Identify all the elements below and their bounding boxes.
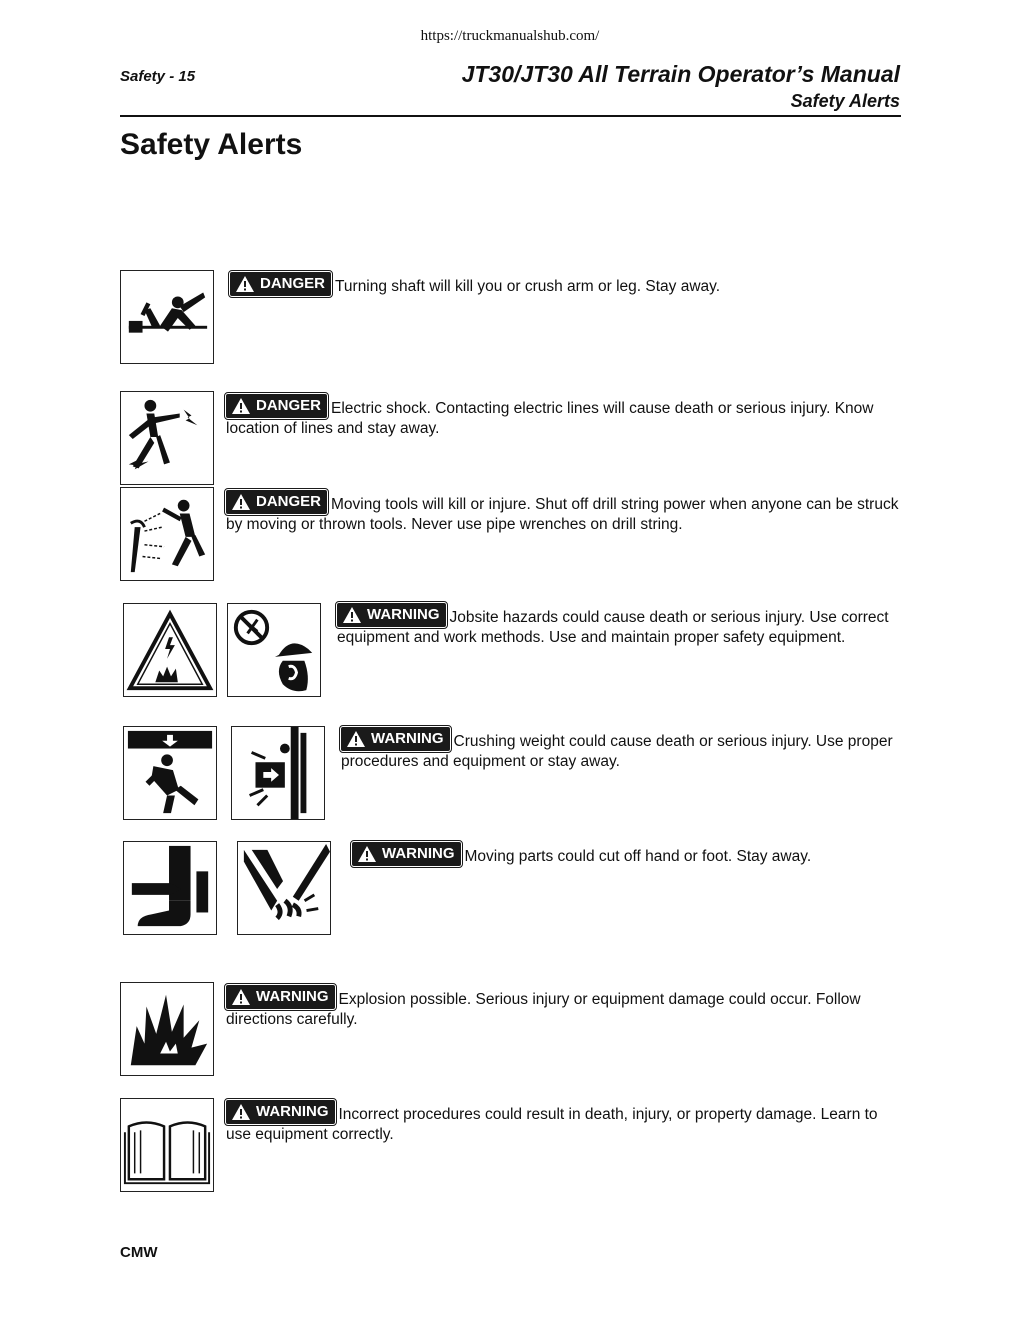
alert-level: DANGER — [256, 493, 322, 510]
warning-triangle-icon — [231, 493, 251, 511]
alert-level: WARNING — [256, 988, 329, 1005]
falling-weight-icon — [123, 726, 217, 820]
alert-level: DANGER — [260, 275, 326, 292]
danger-badge — [226, 490, 327, 514]
electric-shock-icon — [120, 391, 214, 485]
warning-triangle-icon — [357, 845, 377, 863]
warning-badge — [341, 727, 450, 751]
alert-text: Jobsite hazards could cause death or serious injury. Use correct equipment and work methods. Use and maintain proper safety equipment. — [337, 609, 889, 646]
rotating-shaft-entanglement-icon — [120, 270, 214, 364]
alert-2 — [226, 394, 900, 439]
warning-triangle-icon — [346, 730, 366, 748]
alert-level: WARNING — [367, 606, 440, 623]
source-url: https://truckmanualshub.com/ — [420, 28, 600, 44]
alert-3 — [226, 490, 900, 535]
warning-triangle-icon — [231, 397, 251, 415]
alert-level: WARNING — [256, 1103, 329, 1120]
alert-text: Electric shock. Contacting electric lines will cause death or serious injury. Know location of lines and stay away. — [226, 400, 874, 437]
alert-5 — [341, 727, 900, 772]
warning-badge — [226, 1100, 335, 1124]
alert-8 — [226, 1100, 900, 1145]
manual-title: JT30/JT30 All Terrain Operator’s Manual — [461, 61, 900, 87]
page-number: Safety - 15 — [120, 68, 196, 85]
no-digging-hardhat-icon — [227, 603, 321, 697]
warning-triangle-icon — [235, 275, 255, 293]
warning-triangle-icon — [231, 1103, 251, 1121]
alert-level: WARNING — [382, 845, 455, 862]
danger-badge — [226, 394, 327, 418]
alert-text: Turning shaft will kill you or crush arm or leg. Stay away. — [335, 278, 721, 295]
thrown-tool-icon — [120, 487, 214, 581]
alert-7 — [226, 985, 900, 1030]
alert-6 — [352, 842, 900, 867]
header-divider — [120, 115, 901, 117]
alert-level: DANGER — [256, 397, 322, 414]
explosion-icon — [120, 982, 214, 1076]
electrical-explosion-triangle-icon — [123, 603, 217, 697]
alert-level: WARNING — [371, 730, 444, 747]
warning-triangle-icon — [342, 606, 362, 624]
warning-badge — [226, 985, 335, 1009]
page-title: Safety Alerts — [120, 128, 303, 161]
warning-badge — [352, 842, 461, 866]
danger-badge — [230, 272, 331, 296]
alert-text: Moving tools will kill or injure. Shut off drill string power when anyone can be struck by moving or thrown tools. Never use pipe wrenches on drill string. — [226, 496, 899, 533]
section-label: Safety Alerts — [790, 91, 900, 111]
crush-between-icon — [231, 726, 325, 820]
foot-crush-icon — [123, 841, 217, 935]
alert-text: Moving parts could cut off hand or foot. Stay away. — [464, 848, 812, 865]
alert-text: Crushing weight could cause death or serious injury. Use proper procedures and equipment or stay away. — [341, 733, 893, 770]
alert-4 — [337, 603, 900, 648]
read-manual-icon — [120, 1098, 214, 1192]
warning-badge — [337, 603, 446, 627]
alert-text: Incorrect procedures could result in death, injury, or property damage. Learn to use equipment correctly. — [226, 1106, 878, 1143]
alert-text: Explosion possible. Serious injury or equipment damage could occur. Follow directions carefully. — [226, 991, 861, 1028]
hand-cut-icon — [237, 841, 331, 935]
alert-1 — [230, 272, 900, 297]
footer-label: CMW — [120, 1244, 158, 1261]
warning-triangle-icon — [231, 988, 251, 1006]
